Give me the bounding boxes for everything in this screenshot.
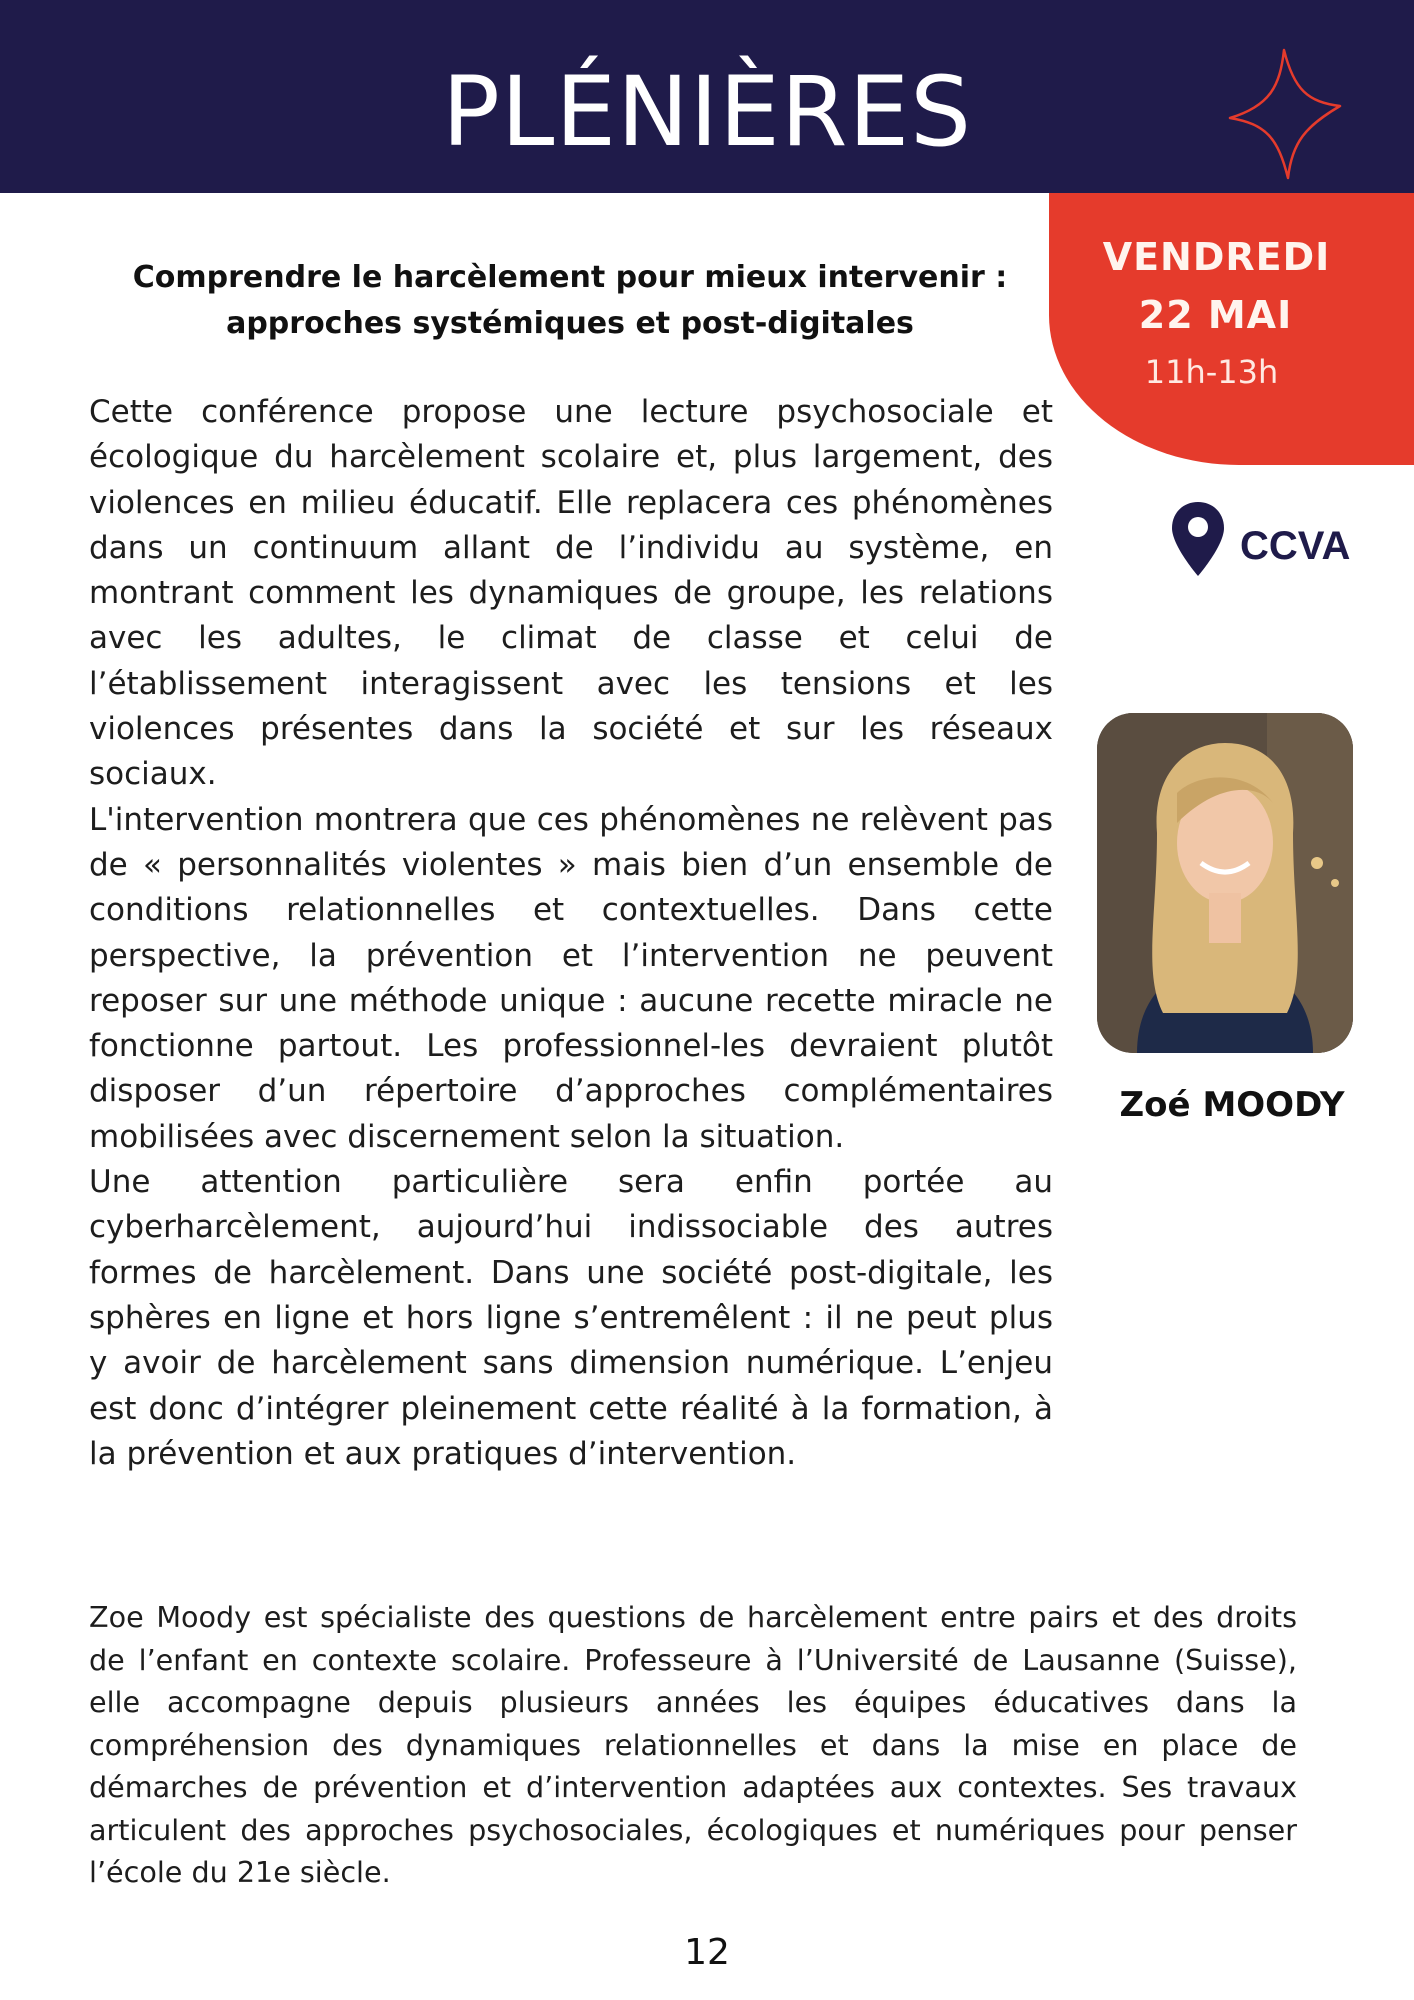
location-name: CCVA — [1240, 524, 1351, 568]
sparkle-star-icon — [1222, 46, 1342, 182]
talk-title-line-2: approches systémiques et post-digitales — [226, 306, 914, 341]
time-slot: 11h-13h — [1144, 353, 1279, 391]
speaker-photo — [1097, 713, 1353, 1053]
page-number: 12 — [684, 1932, 730, 1973]
date-badge — [1049, 193, 1414, 465]
page-header — [0, 0, 1414, 193]
talk-title — [100, 255, 1040, 347]
talk-abstract — [89, 390, 1053, 1477]
section-title: PLÉNIÈRES — [441, 56, 973, 168]
map-pin-icon — [1170, 500, 1226, 578]
abstract-paragraph: Cette conférence propose une lecture psychosociale et écologique du harcèlement scolaire et, plus largement, des violences en milieu éducatif. Elle replacera ces phénomènes dans un continuum allant de l’individu au système, en montrant comment les dynamiques de groupe, les relations avec les adultes, le climat de classe et celui de l’établissement interagissent avec les tensions et les violences présentes dans la société et sur les réseaux sociaux. — [89, 394, 1053, 793]
date-day-month: 22 MAI — [1138, 293, 1293, 337]
abstract-paragraph: L'intervention montrera que ces phénomènes ne relèvent pas de « personnalités violentes » mais bien d’un ensemble de conditions relationnelles et contextuelles. Dans cette perspective, la prévention et l’intervention ne peuvent reposer sur une méthode unique : aucune recette miracle ne fonctionne partout. Les professionnel-les devraient plutôt disposer d’un répertoire d’approches complémentaires mobilisées avec discernement selon la situation. — [89, 801, 1053, 1155]
date-day: VENDREDI — [1102, 235, 1331, 279]
abstract-paragraph: Une attention particulière sera enfin portée au cyberharcèlement, aujourd’hui indissociable des autres formes de harcèlement. Dans une société post-digitale, les sphères en ligne et hors ligne s’entremêlent : il ne peut plus y avoir de harcèlement sans dimension numérique. L’enjeu est donc d’intégrer pleinement cette réalité à la formation, à la prévention et aux pratiques d’intervention. — [89, 1164, 1053, 1472]
speaker-bio: Zoe Moody est spécialiste des questions de harcèlement entre pairs et des droits de l’enfant en contexte scolaire. Professeure à l’Université de Lausanne (Suisse), elle accompagne depuis plusieurs années les équipes éducatives dans la compréhension des dynamiques relationnelles et dans la mise en place de démarches de prévention et d’intervention adaptées aux contextes. Ses travaux articulent des approches psychosociales, écologiques et numériques pour penser l’école du 21e siècle. — [89, 1600, 1297, 1889]
speaker-name: Zoé MOODY — [1119, 1085, 1345, 1125]
talk-title-line-1: Comprendre le harcèlement pour mieux intervenir : — [132, 260, 1008, 295]
